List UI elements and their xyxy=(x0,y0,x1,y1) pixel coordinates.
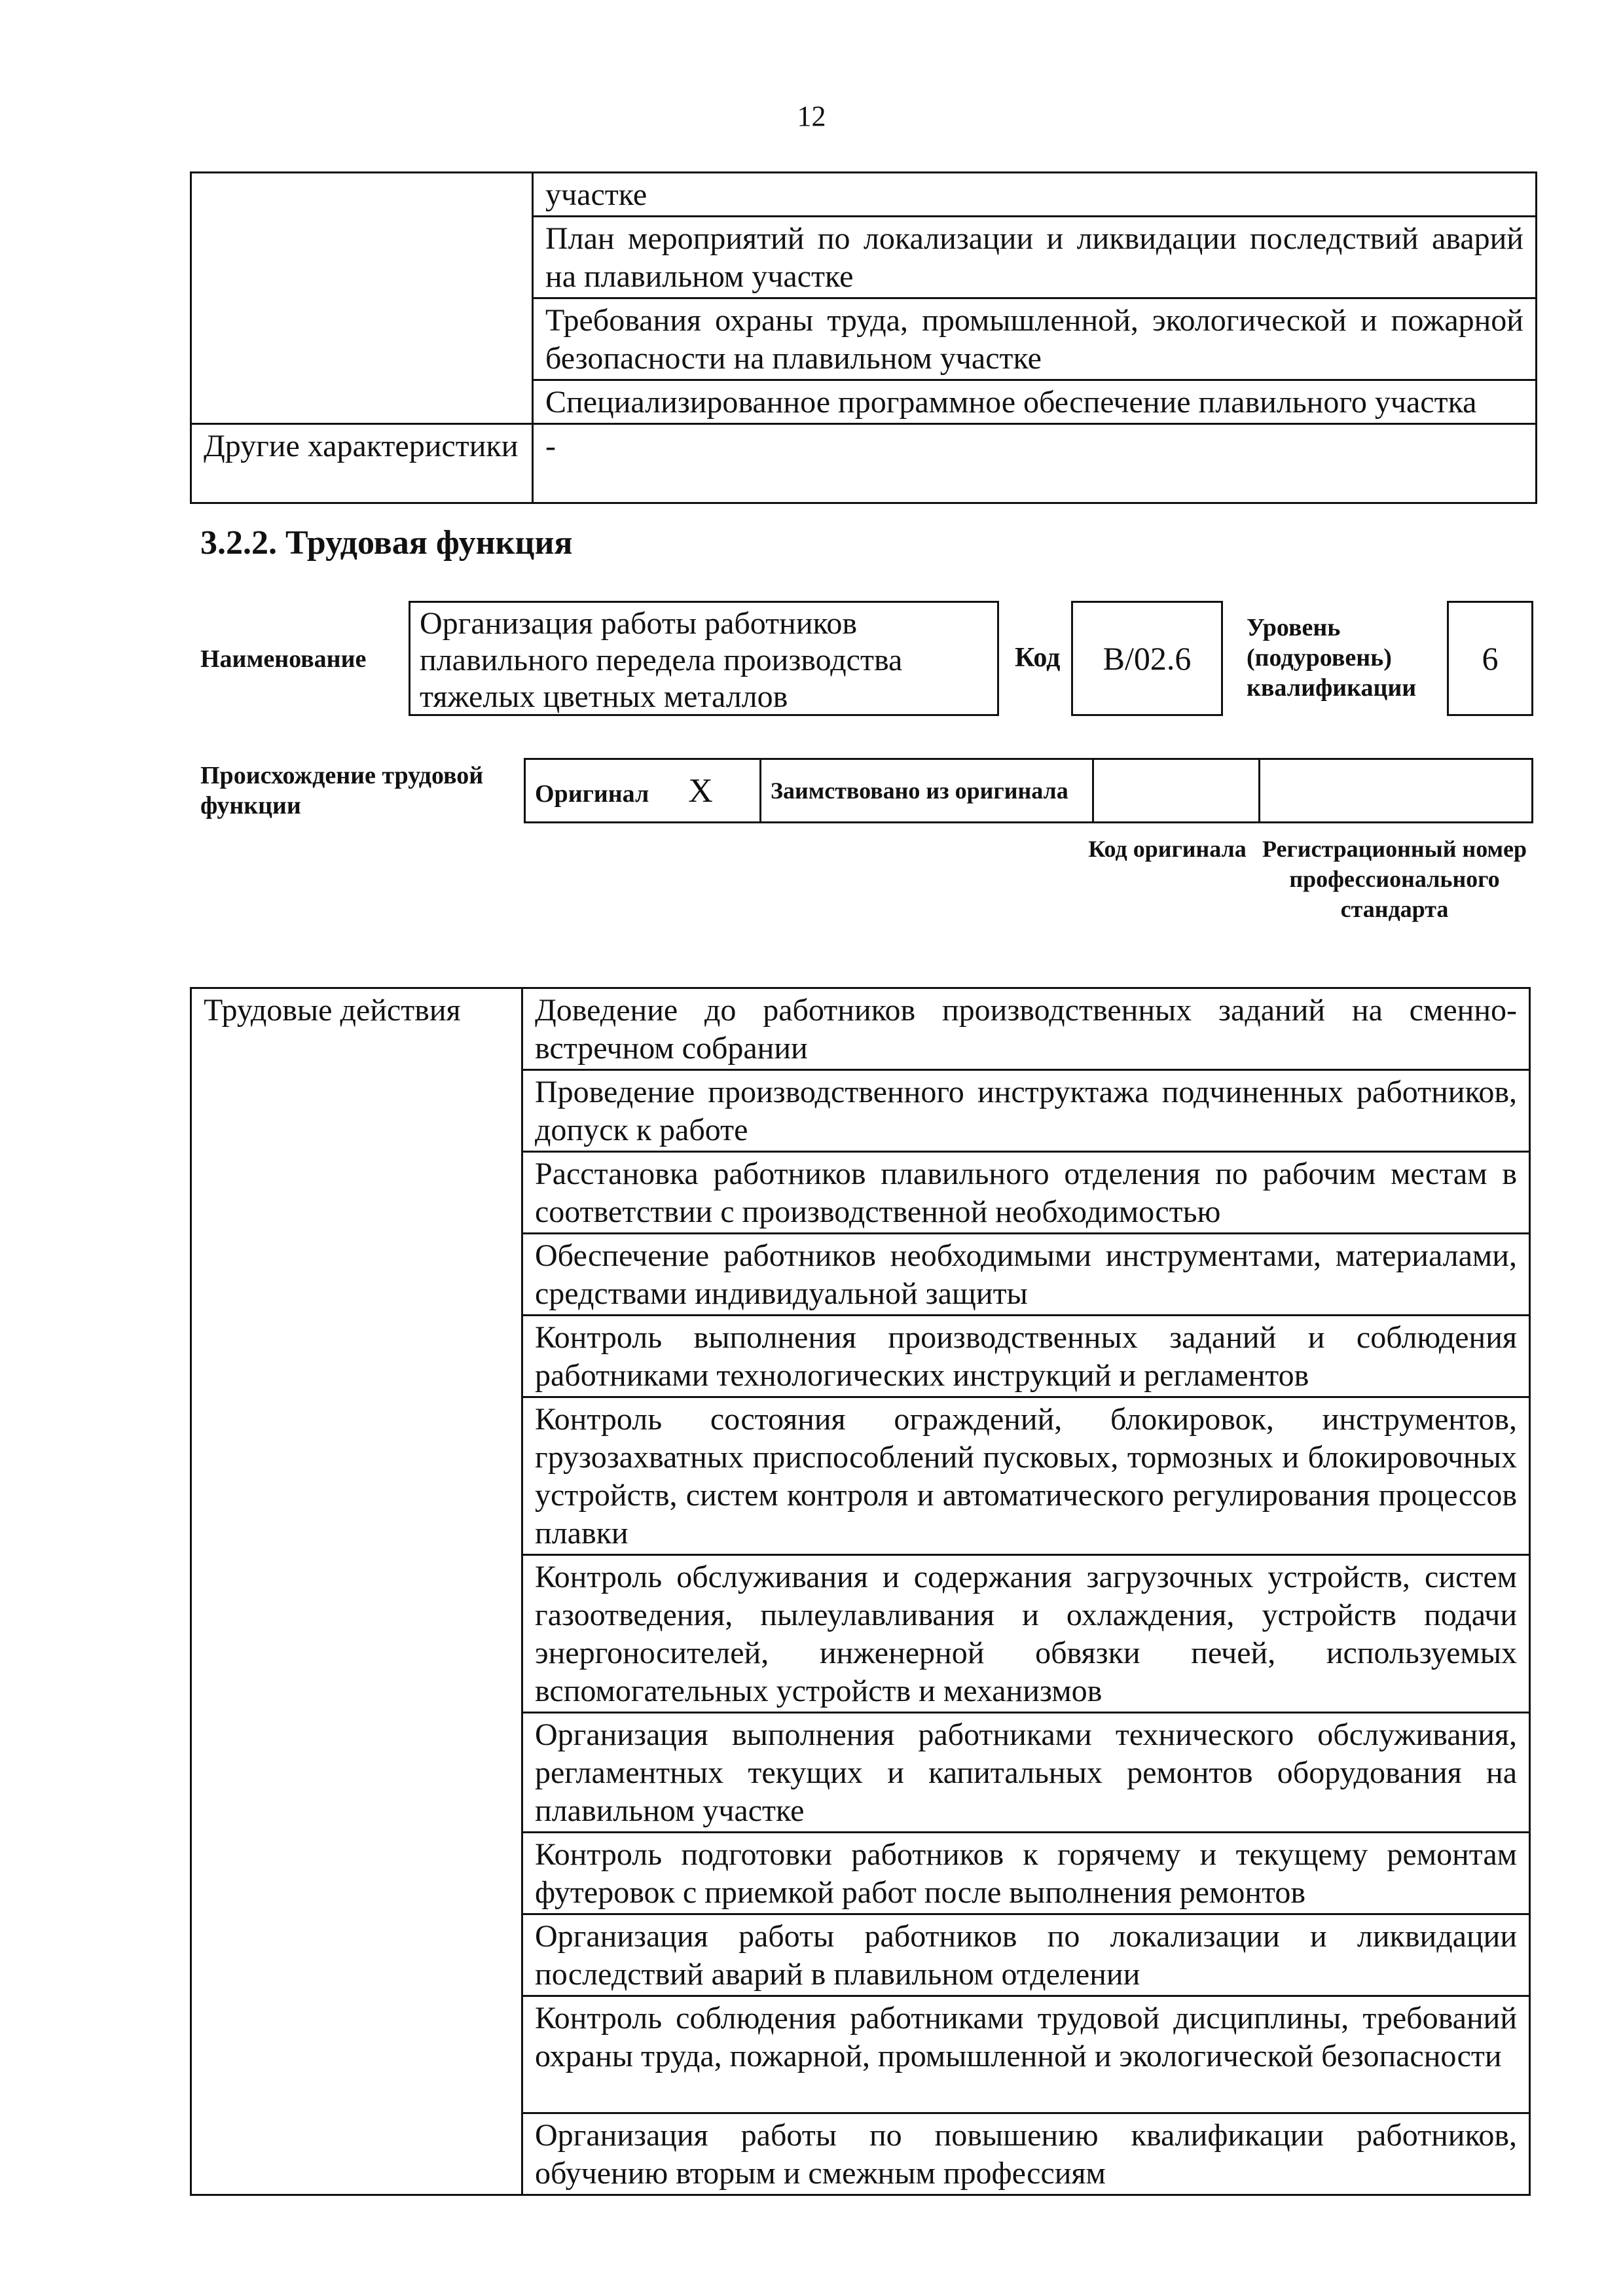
labor-action-item: Контроль подготовки работников к горячему и текущему ремонтам футеровок с приемкой работ после выполнения ремонтов xyxy=(522,1833,1530,1914)
labor-action-item: Проведение производственного инструктажа подчиненных работников, допуск к работе xyxy=(522,1070,1530,1152)
labor-actions-label: Трудовые действия xyxy=(191,988,522,2195)
table-cell: Требования охраны труда, промышленной, экологической и пожарной безопасности на плавильном участке xyxy=(533,298,1537,380)
labor-action-item: Контроль выполнения производственных заданий и соблюдения работниками технологических инструкций и регламентов xyxy=(522,1316,1530,1397)
other-characteristics-label: Другие характеристики xyxy=(191,424,533,503)
function-name-box: Организация работы работников плавильного передела производства тяжелых цветных металлов xyxy=(409,601,999,716)
level-value-box: 6 xyxy=(1447,601,1533,716)
section-title: 3.2.2. Трудовая функция xyxy=(200,524,573,562)
original-mark: X xyxy=(688,772,713,810)
origin-label: Происхождение трудовой функции xyxy=(200,762,484,819)
code-label: Код xyxy=(1015,643,1061,673)
labor-action-item: Обеспечение работников необходимыми инструментами, материалами, средствами индивидуальной защиты xyxy=(522,1234,1530,1316)
original-label: Оригинал xyxy=(535,780,649,808)
labor-action-item: Контроль обслуживания и содержания загрузочных устройств, систем газоотведения, пылеулавливания и охлаждения, устройств подачи энергоносителей, инженерной обвязки печей, используемых вспомогательных устройств и механизмов xyxy=(522,1555,1530,1713)
table-row xyxy=(525,759,1533,823)
table-cell: участке xyxy=(533,173,1537,217)
page-number: 12 xyxy=(797,100,826,132)
table-row xyxy=(191,424,1537,503)
code-value-box: B/02.6 xyxy=(1071,601,1223,716)
labor-action-item: Расстановка работников плавильного отделения по рабочим местам в соответствии с производственной необходимостью xyxy=(522,1152,1530,1234)
level-label: Уровень (подуровень) квалификации xyxy=(1247,614,1417,702)
labor-action-item: Организация выполнения работниками технического обслуживания, регламентных текущих и капитальных ремонтов оборудования на плавильном участке xyxy=(522,1713,1530,1833)
table-row xyxy=(191,173,1537,217)
code-original-caption: Код оригинала xyxy=(1088,836,1247,862)
empty-left-cell xyxy=(191,173,533,424)
labor-action-item: Контроль состояния ограждений, блокировок, инструментов, грузозахватных приспособлений пусковых, тормозных и блокировочных устройств, систем контроля и автоматического регулирования процессов плавки xyxy=(522,1397,1530,1555)
labor-action-item: Организация работы работников по локализации и ликвидации последствий аварий в плавильном отделении xyxy=(522,1914,1530,1996)
name-label: Наименование xyxy=(200,645,367,673)
labor-action-item: Доведение до работников производственных заданий на сменно-встречном собрании xyxy=(522,988,1530,1070)
original-code-cell xyxy=(1093,759,1260,823)
registration-number-caption: Регистрационный номер профессионального стандарта xyxy=(1262,836,1527,922)
table-row xyxy=(191,988,1530,1070)
table-cell: План мероприятий по локализации и ликвидации последствий аварий на плавильном участке xyxy=(533,217,1537,298)
other-characteristics-value: - xyxy=(533,424,1537,503)
labor-actions-table xyxy=(190,987,1531,2196)
labor-action-item: Организация работы по повышению квалификации работников, обучению вторым и смежным профессиям xyxy=(522,2113,1530,2195)
origin-table xyxy=(524,758,1533,823)
registration-number-cell xyxy=(1260,759,1533,823)
borrowed-label: Заимствовано из оригинала xyxy=(761,759,1093,823)
original-cell xyxy=(525,759,761,823)
table-cell: Специализированное программное обеспечение плавильного участка xyxy=(533,380,1537,424)
top-characteristics-table xyxy=(190,171,1537,504)
labor-action-item: Контроль соблюдения работниками трудовой дисциплины, требований охраны труда, пожарной, промышленной и экологической безопасности xyxy=(522,1996,1530,2113)
